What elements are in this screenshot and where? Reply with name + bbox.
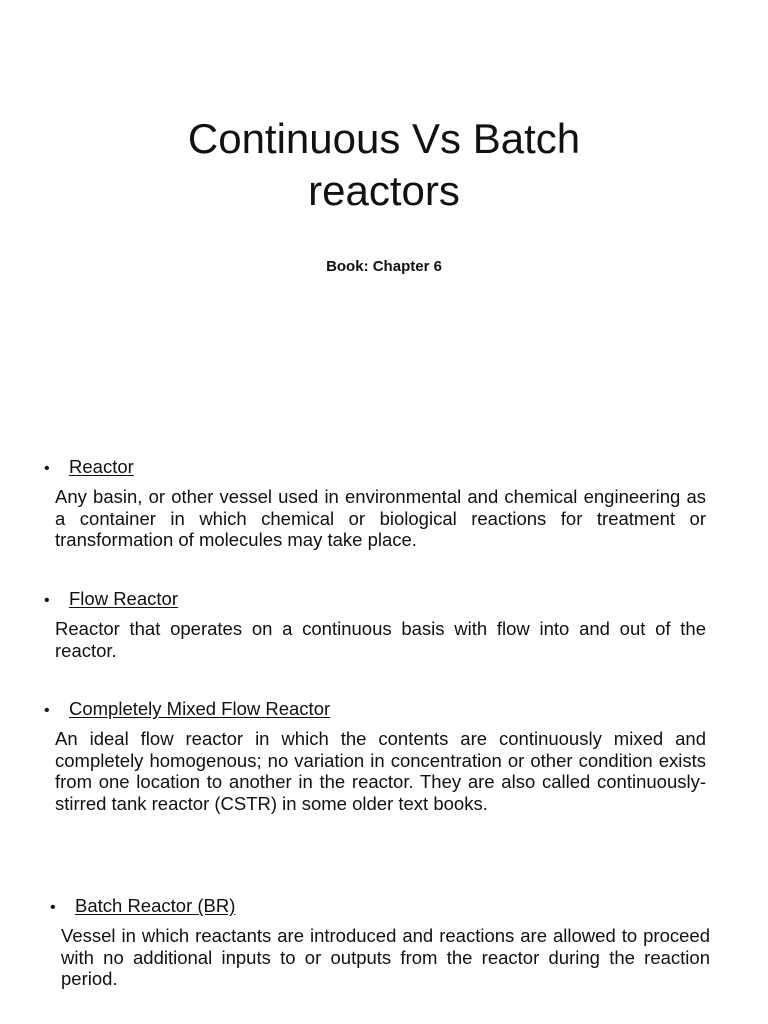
term-heading: Completely Mixed Flow Reactor [69,698,331,719]
bullet-icon: • [44,702,50,719]
bullet-icon: • [44,460,50,477]
definition-batch-reactor [50,895,710,990]
bullet-item [44,698,706,722]
bullet-item [44,456,706,480]
bullet-icon: • [50,899,56,916]
bullet-icon: • [44,592,50,609]
title-line-2: reactors [308,167,460,214]
bullet-item [44,588,706,612]
definition-reactor [44,456,706,551]
definition-text: Vessel in which reactants are introduced and reactions are allowed to proceed with no additional inputs to or outputs from the reactor during the reaction period. [61,925,710,989]
definition-completely-mixed-flow-reactor [44,698,706,814]
definition-flow-reactor [44,588,706,661]
definition-text: Reactor that operates on a continuous basis with flow into and out of the reactor. [55,618,706,661]
term-heading: Reactor [69,456,134,477]
subtitle: Book: Chapter 6 [326,258,442,275]
term-heading: Flow Reactor [69,588,178,609]
bullet-item [50,895,710,919]
definition-text: Any basin, or other vessel used in environmental and chemical engineering as a container in which chemical or biological reactions for treatment or transformation of molecules may take place. [55,486,706,550]
term-heading: Batch Reactor (BR) [75,895,236,916]
title-line-1: Continuous Vs Batch [187,115,581,162]
page-title [0,113,768,217]
definition-text: An ideal flow reactor in which the contents are continuously mixed and completely homogenous; no variation in concentration or other condition exists from one location to another in the reactor. They are also called continuously-stirred tank reactor (CSTR) in some older text books. [55,728,706,814]
